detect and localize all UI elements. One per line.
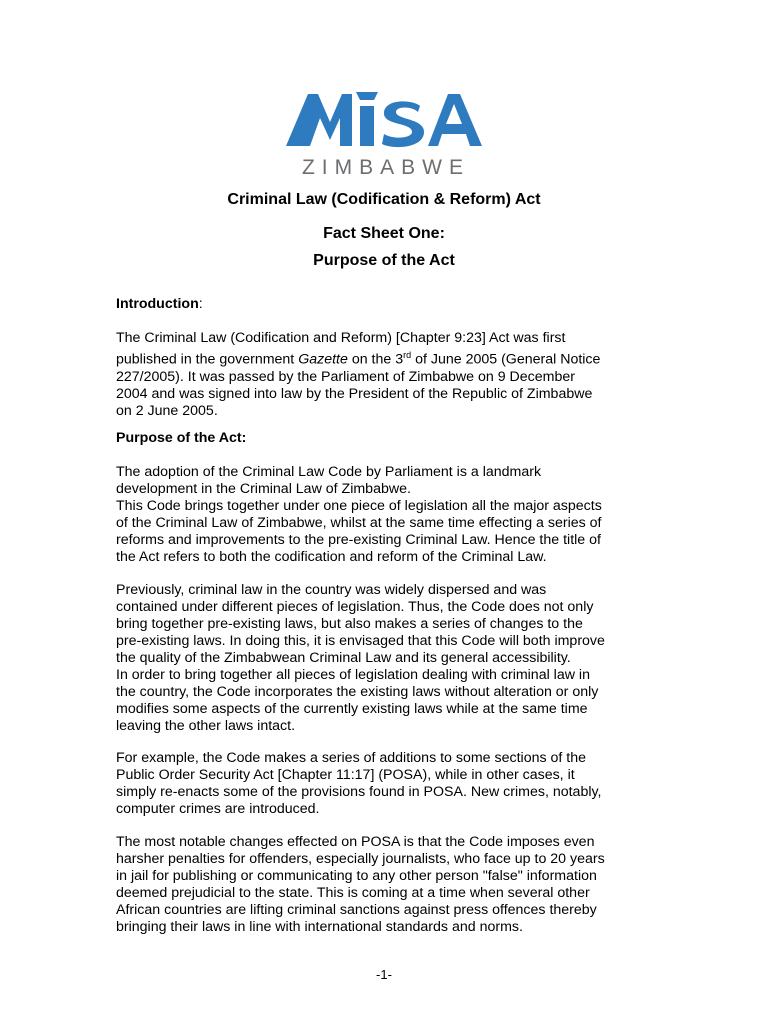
paragraph-line: For example, the Code makes a series of additions to some sections of the — [116, 750, 587, 766]
purpose-paragraph-2 — [116, 582, 656, 735]
logo-letter-i — [360, 106, 374, 146]
paragraph-line: Previously, criminal law in the country was widely dispersed and was — [116, 582, 547, 598]
paragraph-line: contained under different pieces of legislation. Thus, the Code does not only — [116, 599, 594, 615]
misa-zimbabwe-logo — [286, 88, 486, 180]
paragraph-line: reforms and improvements to the pre-existing Criminal Law. Hence the title of — [116, 532, 601, 548]
paragraph-line: This Code brings together under one piece of legislation all the major aspects — [116, 498, 602, 514]
paragraph-line: of the Criminal Law of Zimbabwe, whilst at the same time effecting a series of — [116, 515, 602, 531]
document-subtitle: Purpose of the Act — [313, 252, 455, 269]
paragraph-line: In order to bring together all pieces of legislation dealing with criminal law in — [116, 667, 590, 683]
paragraph-line: harsher penalties for offenders, especially journalists, who face up to 20 years — [116, 851, 605, 867]
paragraph-line — [116, 347, 656, 369]
paragraph-line: African countries are lifting criminal sanctions against press offences thereby — [116, 902, 597, 918]
paragraph-line: 227/2005). It was passed by the Parliament of Zimbabwe on 9 December — [116, 368, 575, 385]
introduction-heading-text: Introduction — [116, 296, 199, 312]
logo-letter-s — [382, 101, 424, 147]
introduction-paragraph — [116, 330, 656, 420]
paragraph-line: The adoption of the Criminal Law Code by Parliament is a landmark — [116, 464, 542, 480]
paragraph-line: bring together pre-existing laws, but also makes a series of changes to the — [116, 616, 583, 632]
paragraph-line: modifies some aspects of the currently existing laws while at the same time — [116, 701, 588, 717]
document-title: Criminal Law (Codification & Reform) Act — [227, 191, 541, 208]
purpose-paragraph-1 — [116, 464, 656, 566]
paragraph-line: the country, the Code incorporates the existing laws without alteration or only — [116, 684, 599, 700]
logo-i-accent — [356, 92, 378, 100]
paragraph-line: deemed prejudicial to the state. This is coming at a time when several other — [116, 885, 590, 901]
paragraph-line: simply re-enacts some of the provisions found in POSA. New crimes, notably, — [116, 784, 602, 800]
paragraph-line: leaving the other laws intact. — [116, 718, 296, 734]
paragraph-line: Public Order Security Act [Chapter 11:17] (POSA), while in other cases, it — [116, 767, 575, 783]
page-number: -1- — [376, 967, 392, 982]
line-segment: published in the government — [116, 351, 299, 368]
paragraph-line: The most notable changes effected on POSA is that the Code imposes even — [116, 834, 595, 850]
logo-letter-m — [286, 94, 352, 146]
paragraph-line: development in the Criminal Law of Zimbabwe. — [116, 481, 411, 497]
line-segment: of June 2005 (General Notice — [411, 351, 601, 368]
paragraph-line: the quality of the Zimbabwean Criminal Law and its general accessibility. — [116, 650, 571, 666]
gazette-italic: Gazette — [298, 351, 348, 368]
purpose-heading: Purpose of the Act: — [116, 430, 247, 446]
ordinal-superscript: rd — [403, 350, 412, 360]
introduction-heading — [116, 296, 656, 313]
misa-logo-graphic — [286, 88, 486, 180]
paragraph-line: in jail for publishing or communicating to any other person "false" information — [116, 868, 597, 884]
paragraph-line: the Act refers to both the codification and reform of the Criminal Law. — [116, 549, 547, 565]
fact-sheet-label: Fact Sheet One: — [323, 225, 445, 242]
paragraph-line: computer crimes are introduced. — [116, 801, 320, 817]
paragraph-line: on 2 June 2005. — [116, 402, 218, 419]
paragraph-line: pre-existing laws. In doing this, it is envisaged that this Code will both improve — [116, 633, 605, 649]
logo-country-text: ZIMBABWE — [301, 156, 471, 179]
introduction-heading-colon: : — [198, 296, 203, 312]
purpose-paragraph-3 — [116, 750, 656, 818]
line-segment: on the 3 — [347, 351, 404, 368]
purpose-paragraph-4 — [116, 834, 656, 936]
paragraph-line: 2004 and was signed into law by the President of the Republic of Zimbabwe — [116, 385, 593, 402]
paragraph-line: bringing their laws in line with international standards and norms. — [116, 919, 523, 935]
paragraph-line: The Criminal Law (Codification and Reform) [Chapter 9:23] Act was first — [116, 330, 566, 346]
